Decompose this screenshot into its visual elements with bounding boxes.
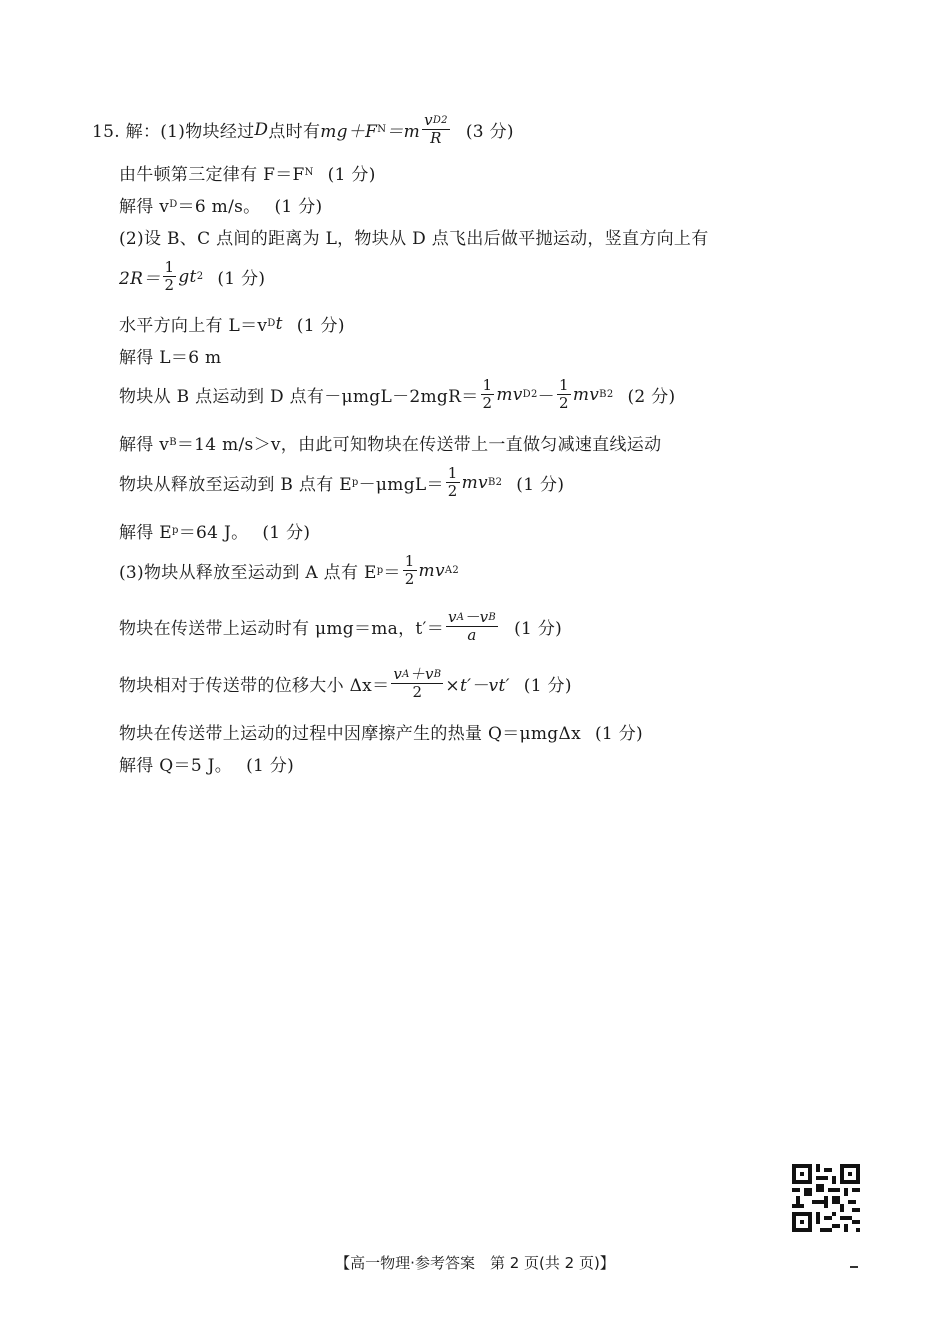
text: 解得 E	[119, 523, 173, 543]
fraction	[391, 666, 443, 702]
formula: mv	[496, 384, 523, 405]
subscript: A	[402, 668, 410, 680]
subscript: A	[456, 611, 465, 623]
text: ＝	[383, 563, 401, 584]
text: －	[537, 387, 555, 408]
text: 15. 解：(1)物块经过	[92, 122, 255, 143]
score: (2 分)	[627, 387, 676, 408]
numerator: v	[448, 608, 457, 626]
fraction	[163, 259, 177, 295]
subscript: D	[522, 389, 531, 401]
superscript: 2	[495, 477, 503, 489]
text: (3)物块从释放至运动到 A 点有 E	[119, 563, 377, 584]
text: ＝6 m/s。	[177, 197, 261, 217]
line-4	[119, 224, 709, 249]
formula: 2R＝	[119, 269, 161, 290]
line-2	[119, 160, 376, 185]
formula: mv	[572, 384, 600, 405]
text: －μmgL＝	[358, 475, 444, 496]
denominator: 2	[412, 683, 423, 702]
line-9	[119, 430, 661, 455]
text: 解得 L＝6 m	[119, 348, 222, 368]
text: 由牛顿第三定律有 F＝F	[119, 165, 305, 185]
denominator: 2	[482, 394, 493, 413]
denominator: 2	[558, 394, 569, 413]
formula: mv	[461, 472, 488, 493]
text: 解得 v	[119, 197, 170, 217]
subscript: p	[351, 477, 359, 489]
formula: gt	[178, 266, 197, 287]
line-3	[119, 192, 322, 217]
text: 点时有	[268, 122, 321, 143]
formula: ＝m	[386, 122, 421, 143]
subscript: D	[432, 114, 442, 126]
formula: mv	[418, 560, 445, 581]
text: 物块从释放至运动到 B 点有 E	[119, 475, 352, 496]
denominator: R	[430, 129, 442, 148]
line-1	[92, 112, 514, 148]
fraction	[557, 377, 571, 413]
numerator: 1	[482, 376, 493, 394]
denominator: a	[467, 626, 477, 645]
line-16	[119, 751, 294, 776]
subscript: N	[377, 124, 387, 136]
subscript: B	[169, 437, 177, 448]
text: 物块在传送带上运动时有 μmg＝ma，t′＝	[119, 619, 445, 640]
numerator: 1	[558, 376, 569, 394]
line-14	[119, 666, 572, 702]
text: 物块相对于传送带的位移大小 Δx＝	[119, 676, 390, 697]
line-10	[119, 465, 564, 501]
score: (1 分)	[246, 756, 295, 776]
fraction	[446, 609, 498, 645]
score: (3 分)	[465, 122, 514, 143]
denominator: 2	[164, 276, 175, 295]
line-8	[119, 377, 675, 413]
line-11	[119, 518, 310, 543]
line-12	[119, 553, 459, 589]
text: t	[275, 313, 283, 334]
fraction	[446, 465, 460, 501]
superscript: 2	[196, 271, 204, 283]
subscript: B	[488, 611, 497, 623]
subscript: p	[376, 565, 384, 577]
subscript: B	[599, 389, 607, 401]
superscript: 2	[441, 114, 448, 126]
superscript: 2	[452, 565, 460, 577]
superscript: 2	[606, 389, 614, 401]
line-6	[119, 311, 345, 336]
qr-code-icon	[792, 1164, 860, 1232]
numerator: v	[393, 665, 403, 683]
denominator: 2	[404, 570, 415, 589]
text: 解得 Q＝5 J。	[119, 756, 233, 776]
subscript: D	[169, 199, 178, 210]
score: (1 分)	[296, 316, 345, 336]
score: (1 分)	[523, 676, 572, 697]
point-d: D	[254, 119, 269, 140]
numerator: v	[424, 111, 433, 129]
text: 物块在传送带上运动的过程中因摩擦产生的热量 Q＝μmgΔx	[119, 724, 581, 744]
text: ＝14 m/s＞v，由此可知物块在传送带上一直做匀减速直线运动	[176, 435, 662, 455]
formula: mg＋F	[320, 122, 378, 143]
page-footer: 【高一物理·参考答案 第 2 页(共 2 页)】	[335, 1254, 615, 1272]
line-5	[119, 259, 265, 295]
subscript: p	[172, 525, 179, 536]
superscript: 2	[531, 389, 538, 401]
fraction	[422, 112, 450, 148]
line-7	[119, 343, 221, 368]
line-15	[119, 719, 643, 744]
score: (1 分)	[327, 165, 376, 185]
numerator: 1	[404, 552, 415, 570]
numerator: 1	[447, 464, 458, 482]
score: (1 分)	[594, 724, 643, 744]
line-13	[119, 609, 562, 645]
numerator: －v	[464, 608, 489, 626]
score: (1 分)	[274, 197, 323, 217]
score: (1 分)	[514, 619, 563, 640]
text: 水平方向上有 L＝v	[119, 316, 268, 336]
formula: ×t′－vt′	[445, 676, 510, 697]
corner-mark	[850, 1266, 858, 1268]
text: 解得 v	[119, 435, 170, 455]
fraction	[481, 377, 495, 413]
text: ＝64 J。	[178, 523, 249, 543]
numerator: ＋v	[409, 665, 434, 683]
subscript: A	[444, 565, 453, 577]
subscript: B	[487, 477, 496, 489]
subscript: B	[433, 668, 442, 680]
subscript: D	[267, 318, 276, 329]
fraction	[403, 553, 417, 589]
text: 物块从 B 点运动到 D 点有－μmgL－2mgR＝	[119, 387, 479, 408]
numerator: 1	[164, 258, 175, 276]
score: (1 分)	[217, 269, 266, 290]
score: (1 分)	[262, 523, 311, 543]
denominator: 2	[447, 482, 458, 501]
score: (1 分)	[516, 475, 565, 496]
subscript: N	[304, 167, 314, 178]
text: (2)设 B、C 点间的距离为 L，物块从 D 点飞出后做平抛运动，竖直方向上有	[119, 229, 709, 249]
